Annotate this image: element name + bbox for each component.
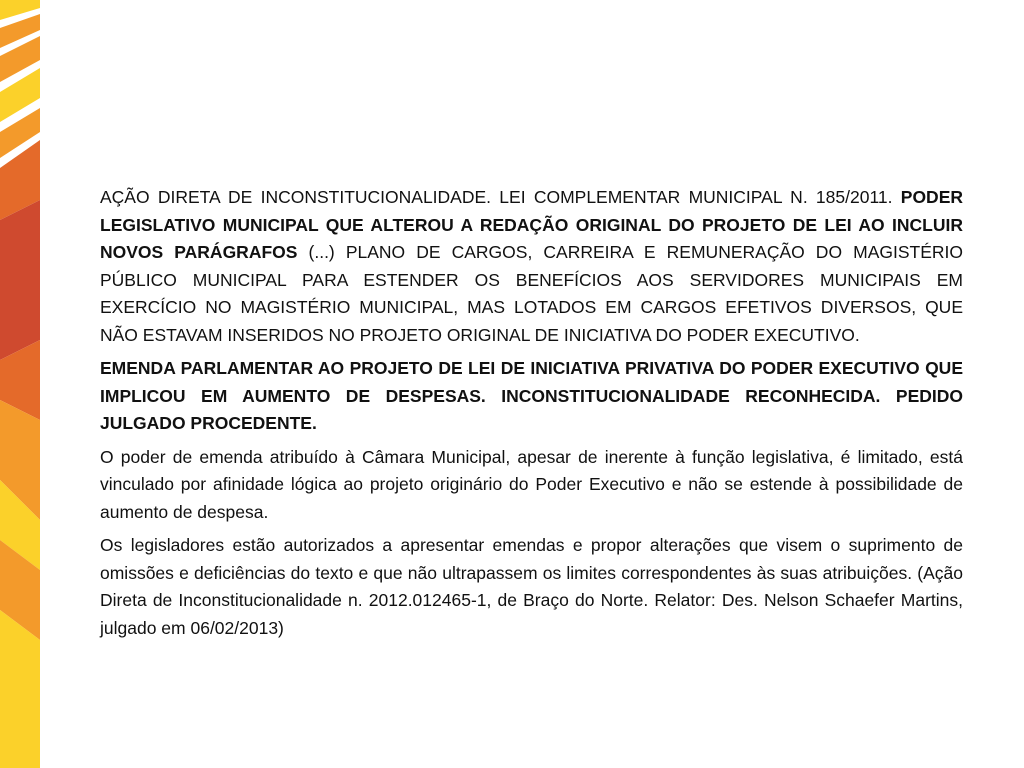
ementa-intro: AÇÃO DIRETA DE INCONSTITUCIONALIDADE. LEI COMPLEMENTAR MUNICIPAL N. 185/2011.: [100, 187, 893, 207]
ementa-continuation: (...) PLANO DE CARGOS, CARREIRA E REMUNERAÇÃO DO MAGISTÉRIO PÚBLICO MUNICIPAL PARA ESTENDER OS BENEFÍCIOS AOS SERVIDORES MUNICIPAIS EM EXERCÍCIO NO MAGISTÉRIO MUNICIPAL, MAS LOTADOS EM CARGOS EFETIVOS DIVERSOS, QUE NÃO ESTAVAM INSERIDOS NO PROJETO ORIGINAL DE INICIATIVA DO PODER EXECUTIVO.: [100, 242, 964, 345]
ementa-bold-segment: PODER LEGISLATIVO MUNICIPAL QUE ALTEROU A REDAÇÃO ORIGINAL DO PROJETO DE LEI AO INCLUIR NOVOS PARÁGRAFOS: [100, 187, 963, 262]
decorative-stripes: [0, 0, 40, 768]
slide-body: [100, 184, 963, 648]
paragraph-emenda-summary: [100, 355, 963, 438]
paragraph-legisladores: Os legisladores estão autorizados a apresentar emendas e propor alterações que visem o suprimento de omissões e deficiências do texto e que não ultrapassem os limites correspondentes às suas atribuições. (Ação Direta de Inconstitucionalidade n. 2012.012465-1, de Braço do Norte. Relator: Des. Nelson Schaefer Martins, julgado em 06/02/2013): [100, 535, 963, 638]
paragraph-poder-de-emenda: O poder de emenda atribuído à Câmara Municipal, apesar de inerente à função legislativa, é limitado, está vinculado por afinidade lógica ao projeto originário do Poder Executivo e não se estende à possibilidade de aumento de despesa.: [100, 446, 963, 522]
paragraph-ementa-header: [100, 184, 963, 349]
emenda-summary-bold: EMENDA PARLAMENTAR AO PROJETO DE LEI DE INICIATIVA PRIVATIVA DO PODER EXECUTIVO QUE IMPLICOU EM AUMENTO DE DESPESAS. INCONSTITUCIONALIDADE RECONHECIDA. PEDIDO JULGADO PROCEDENTE.: [100, 358, 963, 433]
